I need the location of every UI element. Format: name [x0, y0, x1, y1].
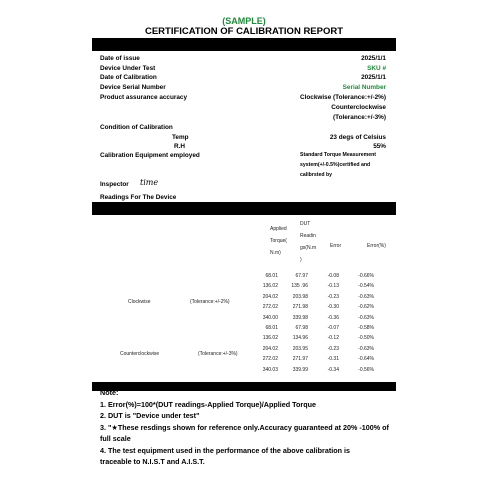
note-item: 2. DUT is "Device under test" — [100, 411, 200, 420]
header-text: Applied — [270, 226, 287, 232]
error-pct-cell: -0.63% — [358, 314, 374, 321]
applied-torque-cell: 340.00 — [262, 314, 278, 321]
inspector-signature: time — [140, 178, 159, 187]
tolerance-label: (Tolerance:+/-3%) — [198, 350, 238, 357]
info-value: SKU # — [367, 65, 386, 72]
dut-reading-cell: 135 .96 — [291, 283, 308, 290]
rh-label: R.H — [174, 143, 186, 150]
dut-reading-cell: 271.97 — [292, 356, 308, 363]
accuracy-label: Product assurance accuracy — [100, 94, 188, 101]
header-text: ) — [300, 257, 302, 263]
accuracy-line: Clockwise (Tolerance:+/-2%) — [299, 94, 386, 101]
error-pct-cell: -0.64% — [358, 356, 374, 363]
dut-reading-cell: 134.96 — [292, 335, 308, 342]
header-text: Readin — [300, 233, 316, 239]
applied-torque-cell: 204.02 — [262, 345, 278, 352]
applied-torque-cell: 340.03 — [262, 366, 278, 373]
direction-label: Counterclockwise — [120, 350, 160, 357]
error-cell: -0.34 — [327, 366, 339, 373]
applied-torque-cell: 68.01 — [265, 273, 278, 279]
error-cell: -0.07 — [327, 325, 339, 331]
inspector-label: Inspector — [100, 181, 129, 188]
dut-reading-cell: 67.98 — [295, 325, 308, 331]
error-cell: -0.31 — [327, 356, 339, 363]
notes-title: Note: — [100, 388, 119, 397]
applied-torque-cell: 204.02 — [262, 293, 278, 300]
accuracy-line: (Tolerance:+/-3%) — [333, 114, 386, 121]
dut-reading-cell: 203.98 — [292, 293, 308, 300]
equipment-label: Calibration Equipment employed — [100, 152, 200, 159]
error-pct-cell: -0.66% — [358, 273, 374, 279]
error-cell: -0.23 — [327, 293, 339, 300]
note-item: 4. The test equipment used in the performance of the above calibration is traceable to N.I.S.T and A.I.S.T. — [100, 445, 351, 466]
error-cell: -0.30 — [327, 304, 339, 311]
calibration-report-page — [92, 10, 396, 480]
error-pct-cell: -0.63% — [358, 345, 374, 352]
error-cell: -0.08 — [327, 273, 339, 279]
header-applied-torque — [270, 223, 287, 259]
info-value: 2025/1/1 — [361, 55, 386, 62]
equipment-line: Standard Torque Measurement — [300, 152, 377, 158]
note-item: 1. Error(%)=100*(DUT readings-Applied Torque)/Applied Torque — [100, 399, 316, 409]
report-title: CERTIFICATION OF CALIBRATION REPORT — [144, 26, 344, 37]
applied-torque-cell: 68.01 — [265, 325, 278, 331]
dut-reading-cell: 203.95 — [292, 345, 308, 352]
error-pct-cell: -0.63% — [358, 293, 374, 300]
info-value: Serial Number — [342, 84, 386, 91]
dut-reading-cell: 339.98 — [292, 314, 308, 321]
info-label: Device Under Test — [100, 65, 156, 72]
error-cell: -0.12 — [327, 335, 339, 342]
temp-label: Temp — [172, 134, 189, 141]
equipment-line: system(+/-0.5%)certified and — [300, 162, 371, 168]
error-pct-cell: -0.62% — [358, 304, 374, 311]
notes-section — [100, 387, 396, 468]
error-pct-cell: -0.50% — [358, 335, 374, 342]
header-error-pct: Error(%) — [367, 243, 386, 249]
info-label: Date of issue — [100, 55, 140, 62]
info-value: 2025/1/1 — [361, 74, 386, 81]
applied-torque-cell: 136.02 — [262, 283, 278, 290]
header-error: Error — [330, 243, 342, 249]
condition-label: Condition of Calibration — [100, 124, 173, 131]
error-cell: -0.13 — [327, 283, 339, 290]
temp-value: 23 degs of Celsius — [329, 134, 386, 141]
equipment-line: calibrsted by — [300, 172, 333, 178]
dut-reading-cell: 67.97 — [295, 273, 308, 279]
header-text: N.m) — [270, 250, 281, 256]
error-pct-cell: -0.56% — [358, 366, 374, 373]
direction-label: Clockwise — [128, 298, 151, 305]
applied-torque-cell: 272.02 — [262, 356, 278, 363]
dut-reading-cell: 339.99 — [292, 366, 308, 373]
rh-value: 55% — [373, 143, 386, 150]
header-text: DUT — [300, 221, 311, 227]
note-item: 3. "★These resdings shown for reference only.Accuracy guaranteed at 20% -100% of full scale — [100, 422, 389, 443]
sample-label: (SAMPLE) — [222, 16, 266, 26]
info-label: Date of Calibration — [100, 74, 157, 81]
error-cell: -0.36 — [327, 314, 339, 321]
accuracy-line: Counterclockwise — [331, 104, 386, 111]
tolerance-label: (Tolerance:+/-2%) — [190, 298, 230, 305]
header-dut-readings — [300, 218, 316, 266]
error-cell: -0.23 — [327, 345, 339, 352]
dut-reading-cell: 271.98 — [292, 304, 308, 311]
readings-title: Readings For The Device — [100, 194, 177, 201]
info-label: Device Serial Number — [100, 84, 166, 91]
header-text: gs(N.m — [300, 245, 317, 251]
applied-torque-cell: 272.02 — [262, 304, 278, 311]
applied-torque-cell: 136.02 — [262, 335, 278, 342]
error-pct-cell: -0.54% — [358, 283, 374, 290]
header-text: Torque( — [270, 238, 287, 244]
error-pct-cell: -0.58% — [358, 325, 374, 331]
